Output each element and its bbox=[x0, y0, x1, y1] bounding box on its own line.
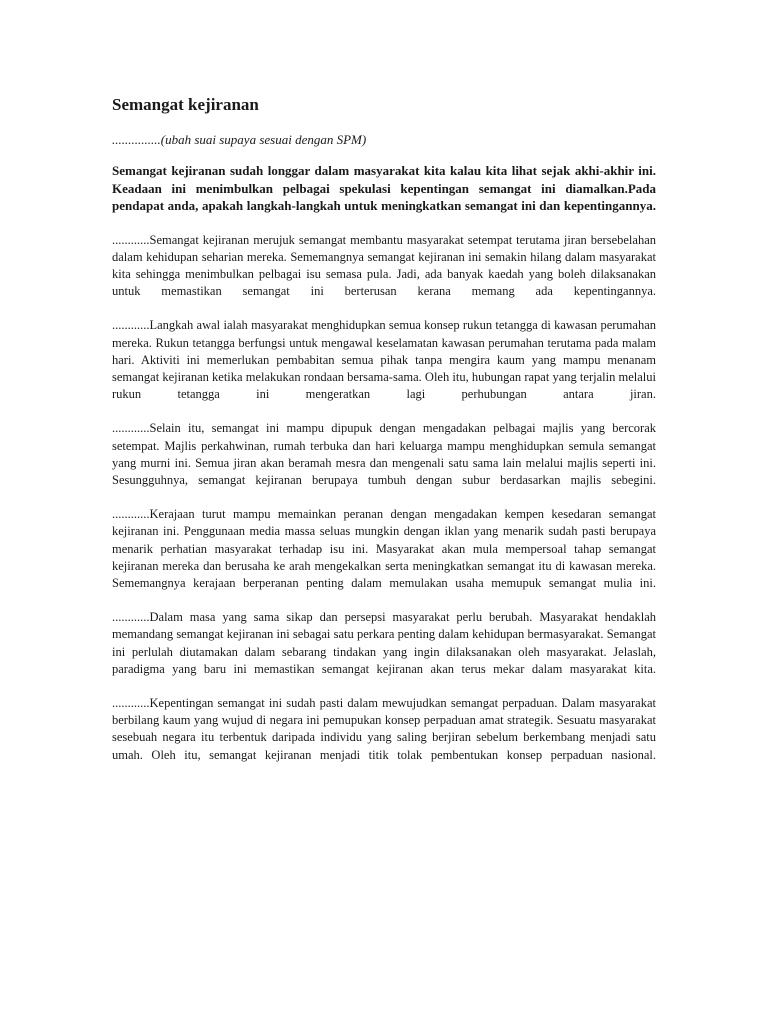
paragraph-kerajaan: ............Kerajaan turut mampu memainkan peranan dengan mengadakan kempen kesedaran semangat kejiranan ini. Penggunaan media massa seluas mungkin dengan iklan yang menarik sudah pasti berupaya menarik perhatian masyarakat terhadap isu ini. Masyarakat akan mula mempersoal tahap semangat kejiranan mereka dan berusaha ke arah mengekalkan serta meningkatkan semangat itu di kawasan mereka. Sememangnya kerajaan berperanan penting dalam memulakan usaha memupuk semangat mulia ini. bbox=[112, 507, 656, 590]
paragraph-introduction: ............Semangat kejiranan merujuk semangat membantu masyarakat setempat terutama jiran bersebelahan dalam kehidupan seharian mereka. Sememangnya semangat kejiranan ini semakin hilang dalam masyarakat kita sehingga menimbulkan pelbagai isu semasa pula. Jadi, ada banyak kaedah yang boleh dilaksanakan untuk memastikan semangat ini berterusan kerana memang ada kepentingannya. bbox=[112, 232, 656, 299]
document-subtitle: ...............(ubah suai supaya sesuai dengan SPM) bbox=[112, 132, 367, 147]
paragraph-perpaduan: ............Kepentingan semangat ini sudah pasti dalam mewujudkan semangat perpaduan. Dalam masyarakat berbilang kaum yang wujud di negara ini pemupukan konsep perpaduan amat strategik. Sesuatu masyarakat sesebuah negara itu terbentuk daripada individu yang saling berjiran sebelum berkembang menjadi satu umah. Oleh itu, semangat kejiranan menjadi titik tolak pembentukan konsep perpaduan nasional. bbox=[112, 695, 656, 762]
essay-question: Semangat kejiranan sudah longgar dalam masyarakat kita kalau kita lihat sejak akhi-akhir ini. Keadaan ini menimbulkan pelbagai spekulasi kepentingan semangat ini diamalkan.Pada pendapat anda, apakah langkah-langkah untuk meningkatkan semangat ini dan kepentingannya. bbox=[112, 163, 656, 213]
paragraph-rukun-tetangga: ............Langkah awal ialah masyarakat menghidupkan semua konsep rukun tetangga di kawasan perumahan mereka. Rukun tetangga berfungsi untuk mengawal keselamatan kawasan perumahan terutama pada malam hari. Aktiviti ini memerlukan pembabitan semua pihak tanpa mengira kaum yang mampu menanam semangat kejiranan ketika melakukan rondaan bersama-sama. Oleh itu, hubungan rapat yang terjalin melalui rukun tetangga ini mengeratkan lagi perhubungan antara jiran. bbox=[112, 318, 656, 402]
paragraph-majlis: ............Selain itu, semangat ini mampu dipupuk dengan mengadakan pelbagai majlis yang bercorak setempat. Majlis perkahwinan, rumah terbuka dan hari keluarga mampu menghidupkan semula semangat yang murni ini. Semua jiran akan beramah mesra dan mengenali satu sama lain melalui majlis seperti ini. Sesungguhnya, semangat kejiranan berupaya tumbuh dengan subur berdasarkan majlis sebegini. bbox=[112, 421, 656, 487]
document-page bbox=[112, 95, 656, 781]
paragraph-sikap-persepsi: ............Dalam masa yang sama sikap dan persepsi masyarakat perlu berubah. Masyarakat hendaklah memandang semangat kejiranan ini sebagai satu perkara penting dalam kehidupan bermasyarakat. Semangat ini perlulah diutamakan dalam sebarang tindakan yang ingin dilaksanakan oleh masyarakat. Jelaslah, paradigma yang baru ini memastikan semangat kejiranan akan terus mekar dalam masyarakat kita. bbox=[112, 610, 656, 676]
document-title: Semangat kejiranan bbox=[112, 95, 259, 114]
